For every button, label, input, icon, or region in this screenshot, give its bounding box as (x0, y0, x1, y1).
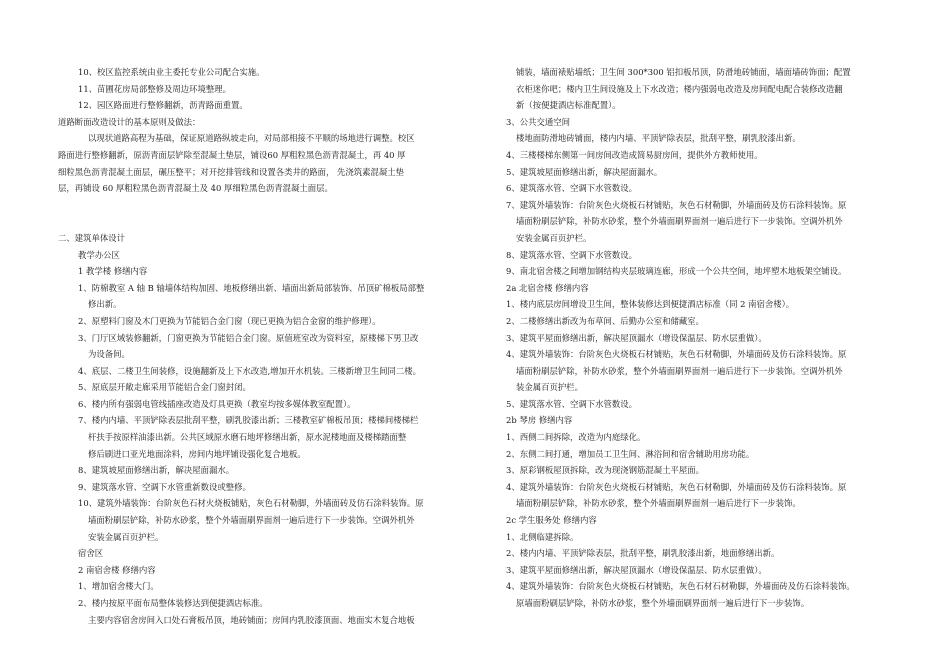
text-line: 2、楼内内墙、平顶铲除表层，批刮平整，刷乳胶漆出新，地面修缮出新。 (506, 548, 780, 559)
text-line: 2c 学生服务处 修缮内容 (506, 515, 597, 526)
text-line: 墙面粉刷层铲除，补防水砂浆，整个外墙面刷界面剂一遍后进行下一步装饰。空调外机外 (516, 365, 843, 376)
text-line: 5、原底层开敞走廊采用节能铝合金门窗封闭。 (78, 382, 251, 393)
text-line: 5、建筑落水管、空调下水管数设。 (506, 398, 637, 409)
text-line: 1、楼内底层房间增设卫生间，整体装修达到便捷酒店标准（同 2 南宿舍楼）。 (506, 299, 795, 310)
text-line: 为设备间。 (88, 349, 130, 360)
text-line (58, 213, 468, 230)
text-line: 2、东侧二间打通，增加员工卫生间、淋浴间和宿舍辅助用房功能。 (506, 448, 755, 459)
text-line: 原墙面粉刷层铲除，补防水砂浆，整个外墙面刷界面剂一遍后进行下一步装饰。 (516, 598, 810, 608)
text-line: 6、建筑落水管、空调下水管数设。 (506, 183, 637, 194)
text-line (58, 197, 468, 214)
text-line: 4、建筑外墙装饰：台阶灰色火烧板石材铺贴，灰色石材石材勒脚，外墙面砖及仿石涂料装饰。 (506, 581, 855, 592)
text-line: 楼地面防滑地砖铺面，楼内内墙、平顶铲除表层，批刮平整，刷乳胶漆出新。 (516, 133, 801, 144)
text-line: 安装金属百页护栏。 (88, 531, 164, 542)
text-line: 1 教学楼 修缮内容 (78, 266, 148, 277)
text-line: 3、公共交通空间 (506, 116, 570, 127)
text-line: 宿舍区 (78, 548, 104, 559)
text-line: 墙面粉刷层铲除，补防水砂浆，整个外墙面刷界面剂一遍后进行下一步装饰。空调外机外 (88, 515, 415, 526)
text-line: 路面进行整修翻新，原沥青面层铲除至混凝土垫层，铺设60 厚粗粒黑色沥青混凝土，再 40 厚 (58, 149, 406, 160)
text-line: 二、建筑单体设计 (58, 232, 125, 243)
text-line: 3、建筑平屋面修缮出新，解决屋顶漏水（增设保温层、防水层重做）。 (506, 332, 767, 343)
text-line: 层，再铺设 60 厚粗粒黑色沥青混凝土及 40 厚细粒黑色沥青混凝土面层。 (58, 183, 333, 194)
text-line: 杆扶手按原样油漆出新。公共区域原水磨石地坪修缮出新，原水泥楼地面及楼梯踏面整 (88, 432, 407, 443)
text-line: 1、北侧临建拆除。 (506, 531, 579, 542)
text-line: 细粒黑色沥青混凝土面层，碾压整平；对开挖排管线和设置各类井的路面， 先浇筑素混凝土垫 (58, 166, 405, 177)
text-line: 装金属百页护栏。 (516, 382, 583, 393)
text-line: 铺装，墙面裱贴墙纸；卫生间 300*300 铝扣板吊顶，防滑地砖铺面，墙面墙砖饰面；配置 (516, 67, 851, 77)
text-line: 7、楼内内墙、平顶铲除表层批刮平整，刷乳胶漆出新；三楼教室矿棉板吊顶；楼梯间楼梯栏 (78, 415, 419, 426)
text-line: 4、建筑外墙装饰：台阶灰色火烧板石材铺贴，灰色石材勒脚，外墙面砖及仿石涂料装饰。原 (506, 481, 847, 492)
text-line: 1、增加宿舍楼大门。 (78, 581, 159, 592)
text-line: 9、南北宿舍楼之间增加钢结构夹层玻璃连廊，形成一个公共空间，地坪塑木地板架空铺设。 (506, 266, 847, 277)
text-line: 2、楼内按原平面布局整体装修达到便捷酒店标准。 (78, 598, 268, 608)
text-line: 墙面粉刷层铲除，补防水砂浆，整个外墙面刷界面剂一遍后进行下一步装饰。 (516, 498, 801, 509)
text-line: 1、西侧二间拆除，改造为内庭绿化。 (506, 432, 646, 443)
text-line: 12、园区路面进行整修翻新，沥青路面重置。 (78, 100, 248, 111)
text-line: 2 南宿舍楼 修缮内容 (78, 564, 156, 575)
text-line: 11、苗圃花房局部整修及周边环境整理。 (78, 83, 232, 94)
text-line: 8、建筑落水管、空调下水管数设。 (506, 249, 637, 260)
text-line: 6、楼内所有强弱电管线插座改造及灯具更换（教室均按多媒体教室配置）。 (78, 398, 356, 409)
text-line: 1、防棉教室 A 轴 B 轴墙体结构加固、地板修缮出新、墙面出新局部装饰、吊顶矿棉板局部整 (78, 282, 425, 293)
text-line: 主要内容宿舍房间入口处石膏板吊顶，地砖铺面；房间内乳胶漆顶面、地面实木复合地板 (88, 614, 415, 625)
text-line: 教学办公区 (78, 249, 120, 260)
text-line: 4、三楼楼梯东侧第一间房间改造成简易厨房间，提供外方教师使用。 (506, 149, 763, 160)
text-line: 修后刷进口亚光地面涂料，房间内地坪铺设强化复合地板。 (88, 448, 306, 459)
text-line: 2b 琴房 修缮内容 (506, 415, 573, 426)
text-line: 2a 北宿舍楼 修缮内容 (506, 282, 589, 293)
text-line: 4、底层、二楼卫生间装修，设施翻新及上下水改造,增加开水机装。三楼新增卫生间同二楼。 (78, 365, 421, 376)
text-line: 2、原塑料门窗及木门更换为节能铝合金门窗（现已更换为铝合金窗的维护修理）。 (78, 315, 381, 326)
text-line: 修出新。 (88, 299, 122, 310)
text-line: 8、建筑坡屋面修缮出新，解决屋面漏水。 (78, 465, 235, 476)
text-line: 衣柜迷你吧；楼内卫生间设施及上下水改造；楼内强弱电改造及房间配电配合装修改造翻 (516, 83, 843, 94)
text-line: 9、建筑落水管、空调下水管重新数设或整修。 (78, 481, 251, 492)
text-line: 2、二楼修缮出新改为布草间、后勤办公室和储藏室。 (506, 315, 704, 326)
text-line: 4、建筑外墙装饰：台阶灰色火烧板石材铺贴，灰色石材勒脚，外墙面砖及仿石涂料装饰。原 (506, 349, 847, 360)
text-line: 7、建筑外墙装饰：台阶灰色火烧板石材铺贴，灰色石材勒脚，外墙面砖及仿石涂料装饰。原 (506, 199, 847, 210)
text-line: 新（按便捷酒店标准配置）。 (516, 100, 621, 111)
text-line: 5、建筑坡屋面修缮出新，解决屋面漏水。 (506, 166, 663, 177)
text-line: 10、校区监控系统由业主委托专业公司配合实施。 (78, 67, 265, 77)
text-line: 道路断面改造设计的基本原则及做法： (58, 116, 201, 127)
right-column (486, 64, 898, 612)
text-line: 墙面粉刷层铲除，补防水砂浆，整个外墙面刷界面剂一遍后进行下一步装饰。空调外机外 (516, 216, 843, 227)
text-line: 3、门厅区域装修翻新，门窗更换为节能铝合金门窗。原值班室改为资料室，原楼梯下男卫改 (78, 332, 419, 343)
text-line: 10、建筑外墙装饰：台阶灰色石材火烧板铺贴，灰色石材勒脚，外墙面砖及仿石涂料装饰。原 (78, 498, 424, 509)
text-line: 3、建筑平屋面修缮出新，解决屋顶漏水（增设保温层、防水层重做）。 (506, 564, 767, 575)
text-line: 安装金属百页护栏。 (516, 232, 592, 243)
text-line: 3、原彩钢板屋顶拆除，改为现浇钢筋混凝土平屋面。 (506, 465, 704, 476)
left-column (58, 64, 468, 628)
text-line: 以现状道路高程为基础，保证原道路纵坡走向，对局部相接不平顺的场地进行调整。校区 (88, 133, 415, 144)
